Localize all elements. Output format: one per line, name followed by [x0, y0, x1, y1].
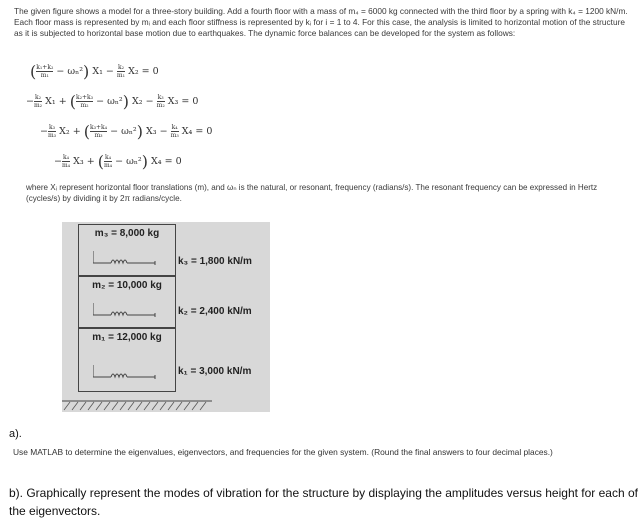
part-b-text: b). Graphically represent the modes of vibration for the structure by displaying the amplitudes versus height for each of the eigenvectors.	[9, 486, 638, 518]
eq2-frac2-den: m₂	[156, 102, 165, 109]
eq3-lead-den: m₃	[47, 132, 57, 139]
part-a-label: a).	[9, 428, 22, 440]
eq3-lead-num: k₃	[49, 124, 56, 131]
stiffness-label-1: k₁ = 3,000 kN/m	[178, 366, 252, 377]
eq1-omega: − ωₙ²	[56, 66, 84, 77]
spring-icon	[93, 365, 163, 385]
eq2-omega: − ωₙ²	[96, 96, 123, 107]
floor-1	[78, 328, 176, 392]
floor-3	[78, 224, 176, 276]
eq2-frac-den: m₂	[80, 102, 89, 109]
eq1-frac2-num: k₂	[117, 64, 124, 71]
equation-2: − $\frac{\text{k₂}}{\text{m₂}}$ X₁ + ( $\frac{\text{k₂+k₃}}{\text{m₂}}$ − ωₙ²) X₂ − $\frac{\text{k₃}}{\text{m₂}}$ X₃ = 0	[26, 92, 199, 111]
eq1-frac1-den: m₁	[40, 72, 49, 79]
eq1-frac2-den: m₁	[116, 72, 126, 79]
eq3-frac2-den: m₃	[170, 132, 179, 139]
problem-intro: The given figure shows a model for a three-story building. Add a fourth floor with a mass of m₄ = 6000 kg connected with the third floor by a spring with k₄ = 1200 kN/m. Each floor mass is represented by mᵢ and each floor stiffness is represented by kᵢ for i = 1 to 4. For this case, the analysis is limited to horizontal motion of the structure as it is subjected to horizontal base motion due to earthquakes. The dynamic force balances can be developed for the system as follows:	[14, 6, 628, 38]
mass-label-3: m₃ = 8,000 kg	[94, 228, 160, 239]
eq3-omega: − ωₙ²	[110, 126, 137, 137]
eq2-frac-num: k₂+k₃	[75, 94, 94, 101]
eq2-x1: X₁ +	[45, 96, 67, 107]
eq3-x2: X₂ +	[59, 126, 81, 137]
spring-icon	[93, 303, 163, 319]
eq2-tail: X₃ = 0	[167, 96, 199, 107]
eq4-frac-den: m₄	[103, 162, 113, 169]
stiffness-label-3: k₃ = 1,800 kN/m	[178, 256, 252, 267]
eq3-x3: X₃ −	[146, 126, 168, 137]
eq4-tail: X₄ = 0	[151, 156, 182, 167]
eq2-x2: X₂ −	[132, 96, 154, 107]
eq4-omega: − ωₙ²	[115, 156, 142, 167]
eq2-lead-den: m₂	[33, 102, 43, 109]
part-a-text: Use MATLAB to determine the eigenvalues, eigenvectors, and frequencies for the given system. (Round the final answers to four decimal places.)	[13, 447, 553, 457]
eq3-frac-num: k₃+k₄	[89, 124, 108, 131]
eq4-lead-num: k₄	[63, 154, 70, 161]
eq1-frac1-num: k₁+k₂	[36, 64, 54, 71]
eq4-x3: X₃ +	[73, 156, 95, 167]
where-explanation: where Xᵢ represent horizontal floor translations (m), and ωₙ is the natural, or resonant, frequency (radians/s). The resonant frequency can be expressed in Hertz (cycles/s) by dividing it by 2π radians/cycle.	[26, 183, 598, 203]
building-figure	[62, 222, 270, 412]
equation-3: − $\frac{\text{k₃}}{\text{m₃}}$ X₂ + ( $\frac{\text{k₃+k₄}}{\text{m₃}}$ − ωₙ²) X₃ − $\frac{\text{k₄}}{\text{m₃}}$ X₄ = 0	[40, 122, 213, 141]
spring-icon	[93, 251, 163, 267]
equation-1: ( $\frac{\text{k₁+k₂}}{\text{m₁}}$ − ωₙ²) X₁ − $\frac{\text{k₂}}{\text{m₁}}$ X₂ = 0	[30, 62, 159, 81]
stiffness-label-2: k₂ = 2,400 kN/m	[178, 306, 252, 317]
eq3-tail: X₄ = 0	[181, 126, 213, 137]
floor-2	[78, 276, 176, 328]
eq3-frac2-num: k₄	[171, 124, 178, 131]
eq1-x1: X₁ −	[92, 66, 114, 77]
eq4-frac-num: k₄	[104, 154, 112, 161]
mass-label-1: m₁ = 12,000 kg	[92, 332, 162, 343]
equation-4: − $\frac{\text{k₄}}{\text{m₄}}$ X₃ + ( $\frac{\text{k₄}}{\text{m₄}}$ − ωₙ²) X₄ = 0	[54, 152, 182, 171]
eq2-lead-num: k₂	[35, 94, 42, 101]
ground-hatch-icon	[62, 398, 270, 412]
mass-label-2: m₂ = 10,000 kg	[92, 280, 162, 291]
eq3-frac-den: m₃	[94, 132, 103, 139]
eq1-tail: X₂ = 0	[128, 66, 159, 77]
eq2-frac2-num: k₃	[157, 94, 164, 101]
eq4-lead-den: m₄	[61, 162, 71, 169]
